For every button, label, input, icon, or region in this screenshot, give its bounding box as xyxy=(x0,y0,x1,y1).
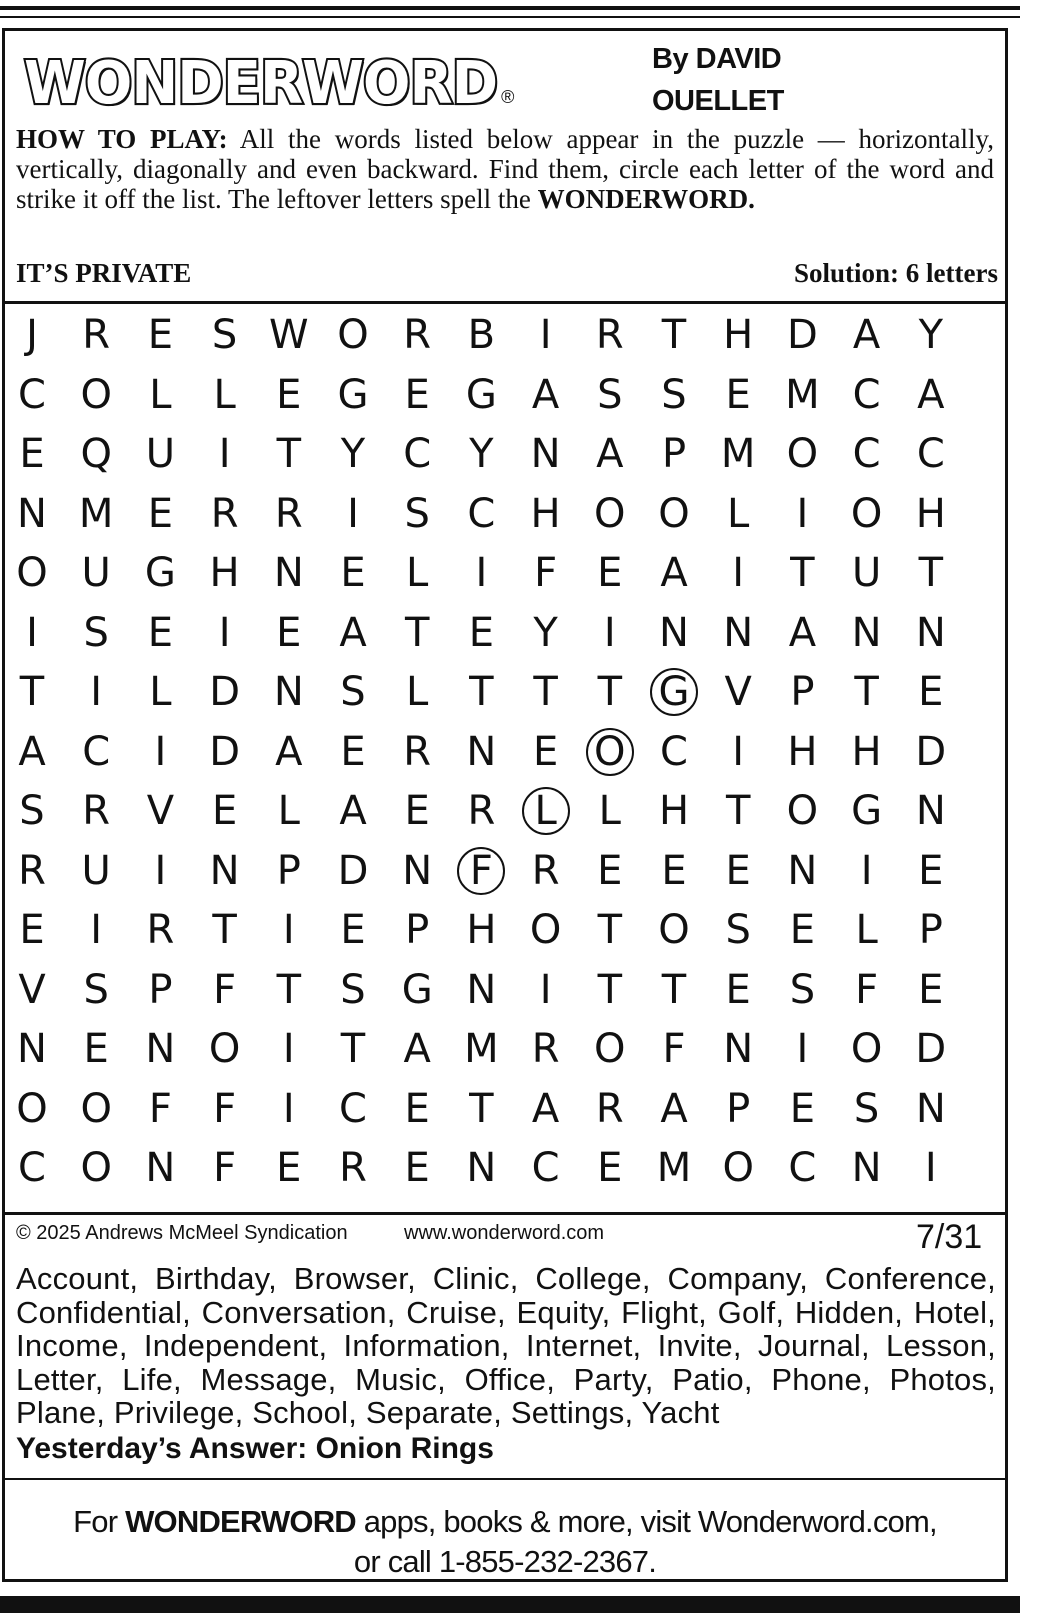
grid-letter[interactable]: U xyxy=(851,550,882,596)
grid-letter[interactable]: O xyxy=(529,907,562,953)
grid-letter[interactable]: E xyxy=(276,609,302,656)
grid-letter[interactable]: R xyxy=(595,1085,624,1132)
grid-row xyxy=(0,667,1006,727)
grid-letter[interactable]: N xyxy=(145,1026,176,1072)
grid-row xyxy=(0,1084,1006,1144)
grid-letter[interactable]: E xyxy=(725,966,751,1013)
grid-letter[interactable]: E xyxy=(340,907,366,953)
grid-letter[interactable]: P xyxy=(918,907,943,953)
grid-letter[interactable]: I xyxy=(475,550,488,596)
registered-mark: ® xyxy=(501,87,515,107)
grid-letter[interactable]: N xyxy=(530,431,561,477)
grid-letter[interactable]: N xyxy=(273,669,304,715)
grid-letter[interactable]: I xyxy=(796,1026,809,1072)
grid-letter[interactable]: D xyxy=(915,728,947,775)
grid-letter[interactable]: N xyxy=(851,1145,882,1191)
grid-letter[interactable]: M xyxy=(464,1026,499,1072)
grid-letter[interactable]: A xyxy=(403,1026,431,1072)
grid-letter[interactable]: C xyxy=(403,431,432,477)
solution-length: Solution: 6 letters xyxy=(794,258,998,288)
grid-letter[interactable]: R xyxy=(210,490,239,537)
grid-letter[interactable]: D xyxy=(209,669,240,715)
grid-letter[interactable]: A xyxy=(660,1085,688,1132)
word-list: Account, Birthday, Browser, Clinic, College, Company, Conference, Confidential, Conversation, Cruise, Equity, Flight, Golf, Hidden, Hotel, Income, Independent, Information, Internet, Invite, Journal, Lesson, Letter, Life, Message, Music, Office, Party, Patio, Phone, Photos, Plane, Privilege, School, Separate, Settings, Yacht xyxy=(16,1261,996,1430)
grid-row xyxy=(0,786,1006,846)
grid-letter[interactable]: N xyxy=(723,1026,754,1072)
grid-letter[interactable]: L xyxy=(406,669,429,715)
grid-letter[interactable]: R xyxy=(403,312,432,358)
grid-letter[interactable]: Q xyxy=(80,431,112,477)
grid-letter[interactable]: I xyxy=(860,847,873,894)
promo-rule xyxy=(2,1478,1008,1480)
grid-letter[interactable]: I xyxy=(732,550,745,596)
grid-letter[interactable]: C xyxy=(852,371,881,418)
grid-letter[interactable]: S xyxy=(661,371,687,418)
grid-letter[interactable]: T xyxy=(597,669,623,715)
grid-letter[interactable]: T xyxy=(469,669,494,715)
grid-letter[interactable]: E xyxy=(83,1026,109,1072)
grid-row xyxy=(0,727,1006,787)
grid-letter[interactable]: A xyxy=(339,609,367,656)
grid-letter[interactable]: C xyxy=(660,728,688,775)
grid-letter[interactable]: G xyxy=(465,371,497,418)
grid-letter[interactable]: F xyxy=(855,966,879,1013)
grid-row xyxy=(0,965,1006,1025)
grid-letter[interactable]: E xyxy=(661,847,687,894)
grid-letter[interactable]: I xyxy=(218,431,231,477)
grid-letter[interactable]: E xyxy=(597,1145,623,1191)
grid-letter[interactable]: I xyxy=(154,728,167,775)
byline xyxy=(652,38,784,122)
grid-letter[interactable]: E xyxy=(789,907,816,953)
logo-text: WONDERWORD xyxy=(24,49,498,118)
promo-line1-rest: apps, books & more, visit Wonderword.com, xyxy=(355,1504,937,1539)
grid-letter[interactable]: S xyxy=(404,490,430,537)
grid-letter[interactable]: R xyxy=(467,788,496,834)
grid-letter[interactable]: H xyxy=(209,550,240,596)
grid-letter[interactable]: E xyxy=(19,431,45,477)
grid-letter[interactable]: C xyxy=(82,728,111,775)
grid-top-rule xyxy=(2,301,1008,304)
grid-letter[interactable]: T xyxy=(725,788,751,834)
grid-letter[interactable]: E xyxy=(597,550,623,596)
grid-letter[interactable]: O xyxy=(208,1026,241,1072)
grid-letter-circled[interactable]: O xyxy=(585,727,635,777)
grid-letter[interactable]: I xyxy=(154,847,167,894)
grid-letter[interactable]: E xyxy=(918,966,944,1013)
grid-letter[interactable]: S xyxy=(725,907,751,953)
how-to-play-body: All the words listed below appear in the puzzle — horizontally, vertically, diagonally and even backward. Find them, circle each letter of the word and strike it off the list. The leftover letters spell the xyxy=(16,124,994,214)
grid-letter[interactable]: H xyxy=(723,312,754,358)
grid-letter[interactable]: G xyxy=(144,550,176,596)
grid-row xyxy=(0,310,1006,370)
how-to-play-end: WONDERWORD. xyxy=(537,184,755,214)
grid-letter[interactable]: I xyxy=(924,1145,937,1191)
grid-letter[interactable]: C xyxy=(916,431,945,477)
promo-brand: WONDERWORD xyxy=(125,1504,356,1539)
wonderword-logo xyxy=(24,34,515,118)
grid-letter[interactable]: S xyxy=(340,669,366,715)
grid-row xyxy=(0,1024,1006,1084)
grid-letter[interactable]: I xyxy=(347,490,359,537)
grid-letter[interactable]: V xyxy=(146,788,175,834)
grid-letter[interactable]: N xyxy=(851,609,882,656)
grid-letter[interactable]: C xyxy=(467,490,496,537)
grid-letter[interactable]: L xyxy=(149,371,172,418)
grid-letter[interactable]: C xyxy=(788,1145,817,1191)
byline-line1: By DAVID xyxy=(652,43,782,75)
grid-letter[interactable]: V xyxy=(724,669,752,715)
grid-letter[interactable]: N xyxy=(209,847,240,894)
grid-letter[interactable]: O xyxy=(594,490,626,537)
grid-letter[interactable]: S xyxy=(83,966,109,1013)
grid-letter[interactable]: S xyxy=(211,312,238,358)
grid-letter[interactable]: C xyxy=(531,1145,560,1191)
grid-letter[interactable]: Y xyxy=(469,431,494,477)
grid-letter[interactable]: H xyxy=(658,788,690,834)
grid-letter[interactable]: R xyxy=(339,1145,367,1191)
grid-letter[interactable]: E xyxy=(19,907,45,953)
grid-letter[interactable]: A xyxy=(660,550,688,596)
grid-letter[interactable]: A xyxy=(917,371,945,418)
grid-letter[interactable]: O xyxy=(16,550,48,596)
grid-letter[interactable]: A xyxy=(18,728,46,775)
grid-letter[interactable]: D xyxy=(786,312,818,358)
grid-letter[interactable]: R xyxy=(531,1026,560,1072)
grid-letter[interactable]: T xyxy=(597,907,623,953)
grid-letter[interactable]: J xyxy=(26,312,38,358)
grid-letter[interactable]: R xyxy=(82,312,111,358)
promo-line1 xyxy=(0,1502,1010,1542)
promo-line2: or call 1-855-232-2367. xyxy=(353,1544,657,1579)
grid-letter[interactable]: E xyxy=(211,788,238,834)
grid-letter[interactable]: E xyxy=(404,788,430,834)
grid-letter[interactable]: M xyxy=(785,371,820,418)
grid-letter[interactable]: E xyxy=(276,1145,302,1191)
grid-letter[interactable]: T xyxy=(19,669,45,715)
grid-letter[interactable]: T xyxy=(404,609,430,656)
top-rule-thin xyxy=(0,16,1020,18)
grid-letter[interactable]: I xyxy=(539,312,552,358)
grid-letter-circled[interactable]: F xyxy=(456,846,506,896)
grid-letter[interactable]: S xyxy=(19,788,45,834)
grid-letter[interactable]: F xyxy=(662,1026,686,1072)
website-url: www.wonderword.com xyxy=(404,1222,605,1244)
grid-letter[interactable]: E xyxy=(404,1145,430,1191)
grid-letter[interactable]: N xyxy=(17,490,47,537)
grid-row xyxy=(0,608,1006,668)
grid-letter[interactable]: T xyxy=(597,966,623,1013)
puzzle-theme: IT’S PRIVATE xyxy=(16,258,192,288)
grid-letter[interactable]: I xyxy=(282,907,295,953)
grid-letter[interactable]: M xyxy=(720,431,756,477)
grid-letter[interactable]: I xyxy=(90,907,103,953)
grid-letter[interactable]: A xyxy=(339,788,367,834)
grid-letter[interactable]: I xyxy=(218,609,231,656)
grid-letter[interactable]: R xyxy=(274,490,303,537)
grid-letter[interactable]: O xyxy=(786,788,819,834)
grid-letter[interactable]: N xyxy=(915,609,946,656)
how-to-play xyxy=(16,124,994,214)
grid-letter[interactable]: O xyxy=(16,1085,48,1132)
grid-letter[interactable]: R xyxy=(82,788,111,834)
grid-letter[interactable]: L xyxy=(727,490,750,537)
grid-letter[interactable]: Y xyxy=(533,609,558,656)
grid-letter[interactable]: H xyxy=(787,728,818,775)
how-to-play-label: HOW TO PLAY: xyxy=(16,124,228,154)
grid-letter[interactable]: I xyxy=(539,966,552,1013)
grid-letter[interactable]: N xyxy=(466,1145,497,1191)
yesterdays-answer: Yesterday’s Answer: Onion Rings xyxy=(16,1432,494,1465)
grid-letter[interactable]: P xyxy=(276,847,301,894)
grid-letter[interactable]: I xyxy=(26,609,38,656)
grid-letter[interactable]: O xyxy=(850,1026,883,1072)
grid-letter[interactable]: E xyxy=(468,609,495,656)
grid-letter[interactable]: H xyxy=(851,728,882,775)
grid-letter[interactable]: E xyxy=(918,847,944,894)
top-rule-thick xyxy=(0,6,1020,10)
grid-letter[interactable]: T xyxy=(661,312,687,358)
grid-letter[interactable]: T xyxy=(469,1085,494,1132)
grid-letter[interactable]: Y xyxy=(918,312,944,358)
grid-letter[interactable]: U xyxy=(81,550,111,596)
grid-letter[interactable]: N xyxy=(466,728,497,775)
grid-letter[interactable]: M xyxy=(656,1145,692,1191)
grid-letter[interactable]: L xyxy=(277,788,300,834)
grid-letter[interactable]: T xyxy=(533,669,558,715)
grid-letter[interactable]: A xyxy=(596,431,624,477)
grid-letter[interactable]: L xyxy=(598,788,621,834)
grid-bottom-rule xyxy=(2,1212,1008,1215)
grid-letter[interactable]: A xyxy=(852,312,881,358)
grid-letter[interactable]: G xyxy=(337,371,369,418)
grid-letter[interactable]: N xyxy=(273,550,304,596)
grid-letter[interactable]: C xyxy=(18,1145,46,1191)
grid-letter[interactable]: C xyxy=(18,371,46,418)
grid-letter[interactable]: D xyxy=(209,728,240,775)
grid-letter[interactable]: G xyxy=(851,788,883,834)
grid-letter[interactable]: L xyxy=(149,669,172,715)
grid-letter[interactable]: F xyxy=(148,1085,172,1132)
grid-letter[interactable]: P xyxy=(405,907,430,953)
puzzle-date: 7/31 xyxy=(916,1218,983,1256)
grid-letter[interactable]: H xyxy=(530,490,561,537)
grid-letter[interactable]: O xyxy=(80,1085,112,1132)
grid-letter[interactable]: B xyxy=(467,312,496,358)
grid-letter[interactable]: D xyxy=(337,847,369,894)
grid-letter[interactable]: F xyxy=(534,550,558,596)
grid-letter[interactable]: H xyxy=(466,907,497,953)
grid-letter[interactable]: A xyxy=(275,728,303,775)
grid-letter[interactable]: P xyxy=(148,966,173,1013)
grid-letter[interactable]: Y xyxy=(340,431,366,477)
grid-letter[interactable]: E xyxy=(147,490,174,537)
grid-letter[interactable]: N xyxy=(915,788,946,834)
grid-letter[interactable]: I xyxy=(90,669,103,715)
grid-letter[interactable]: U xyxy=(81,847,111,894)
grid-letter[interactable]: T xyxy=(212,907,237,953)
grid-row xyxy=(0,429,1006,489)
grid-letter[interactable]: E xyxy=(147,609,174,656)
grid-row xyxy=(0,846,1006,906)
grid-letter[interactable]: P xyxy=(790,669,815,715)
grid-letter[interactable]: E xyxy=(532,728,559,775)
grid-letter[interactable]: O xyxy=(850,490,883,537)
grid-letter[interactable]: E xyxy=(725,371,751,418)
grid-letter[interactable]: A xyxy=(788,609,817,656)
grid-letter[interactable]: N xyxy=(145,1145,176,1191)
grid-letter[interactable]: R xyxy=(146,907,175,953)
grid-letter[interactable]: N xyxy=(915,1085,946,1132)
promo-text xyxy=(0,1502,1010,1582)
grid-letter[interactable]: T xyxy=(918,550,944,596)
grid-letter[interactable]: E xyxy=(276,371,302,418)
grid-letter[interactable]: O xyxy=(658,490,690,537)
grid-letter[interactable]: P xyxy=(661,431,687,477)
grid-letter[interactable]: I xyxy=(282,1085,295,1132)
grid-letter[interactable]: N xyxy=(17,1026,47,1072)
grid-letter[interactable]: O xyxy=(80,371,112,418)
grid-letter[interactable]: N xyxy=(787,847,818,894)
grid-letter[interactable]: T xyxy=(854,669,879,715)
grid-letter[interactable]: U xyxy=(145,431,176,477)
grid-row xyxy=(0,489,1006,549)
grid-letter[interactable]: T xyxy=(276,966,302,1013)
grid-letter[interactable]: L xyxy=(406,550,429,596)
grid-letter[interactable]: N xyxy=(466,966,497,1013)
grid-letter[interactable]: H xyxy=(915,490,946,537)
grid-letter[interactable]: R xyxy=(531,847,560,894)
promo-prefix: For xyxy=(73,1504,126,1539)
grid-letter[interactable]: I xyxy=(732,728,745,775)
grid-letter[interactable]: R xyxy=(595,312,624,358)
grid-letter[interactable]: T xyxy=(661,966,687,1013)
grid-letter[interactable]: T xyxy=(790,550,815,596)
grid-letter[interactable]: F xyxy=(213,1145,237,1191)
grid-letter[interactable]: M xyxy=(78,490,114,537)
grid-letter[interactable]: O xyxy=(658,907,690,953)
grid-letter[interactable]: E xyxy=(404,371,430,418)
bottom-bar xyxy=(0,1596,1020,1613)
grid-letter[interactable]: N xyxy=(659,609,689,656)
grid-letter[interactable]: D xyxy=(915,1026,947,1072)
grid-letter[interactable]: R xyxy=(403,728,432,775)
grid-letter[interactable]: I xyxy=(282,1026,295,1072)
grid-letter[interactable]: N xyxy=(402,847,433,894)
grid-letter[interactable]: S xyxy=(853,1085,880,1132)
grid-letter[interactable]: P xyxy=(726,1085,751,1132)
copyright: © 2025 Andrews McMeel Syndication xyxy=(16,1222,348,1244)
grid-row xyxy=(0,905,1006,965)
grid-letter[interactable]: E xyxy=(918,669,944,715)
grid-letter[interactable]: E xyxy=(725,847,751,894)
grid-letter[interactable]: A xyxy=(531,371,560,418)
grid-letter[interactable]: S xyxy=(83,609,109,656)
grid-letter[interactable]: S xyxy=(597,371,623,418)
grid-letter-circled[interactable]: G xyxy=(649,667,699,717)
grid-letter[interactable]: G xyxy=(401,966,433,1013)
grid-letter[interactable]: E xyxy=(597,847,623,894)
grid-letter[interactable]: E xyxy=(147,312,174,358)
grid-letter[interactable]: R xyxy=(18,847,46,894)
grid-letter[interactable]: E xyxy=(789,1085,816,1132)
grid-letter[interactable]: I xyxy=(796,490,809,537)
byline-line2: OUELLET xyxy=(652,85,784,117)
grid-letter[interactable]: O xyxy=(337,312,369,358)
grid-letter[interactable]: V xyxy=(18,966,46,1013)
grid-letter[interactable]: N xyxy=(723,609,754,656)
grid-letter[interactable]: S xyxy=(789,966,816,1013)
grid-letter[interactable]: C xyxy=(852,431,881,477)
grid-letter[interactable]: I xyxy=(603,609,616,656)
grid-letter[interactable]: E xyxy=(404,1085,430,1132)
grid-letter[interactable]: O xyxy=(722,1145,754,1191)
grid-letter[interactable]: O xyxy=(594,1026,626,1072)
grid-row xyxy=(0,548,1006,608)
grid-letter[interactable]: O xyxy=(786,431,819,477)
grid-letter[interactable]: L xyxy=(855,907,878,953)
grid-letter-circled[interactable]: L xyxy=(521,786,571,836)
grid-letter[interactable]: A xyxy=(531,1085,560,1132)
grid-letter[interactable]: W xyxy=(269,312,309,358)
grid-letter[interactable]: E xyxy=(340,550,366,596)
grid-letter[interactable]: F xyxy=(213,966,237,1013)
grid-letter[interactable]: E xyxy=(340,728,366,775)
grid-row xyxy=(0,1143,1006,1203)
grid-letter[interactable]: C xyxy=(339,1085,367,1132)
grid-letter[interactable]: O xyxy=(80,1145,112,1191)
grid-letter[interactable]: T xyxy=(340,1026,366,1072)
grid-letter[interactable]: S xyxy=(340,966,366,1013)
grid-letter[interactable]: T xyxy=(276,431,302,477)
grid-letter[interactable]: L xyxy=(213,371,236,418)
grid-row xyxy=(0,370,1006,430)
grid-letter[interactable]: F xyxy=(213,1085,237,1132)
